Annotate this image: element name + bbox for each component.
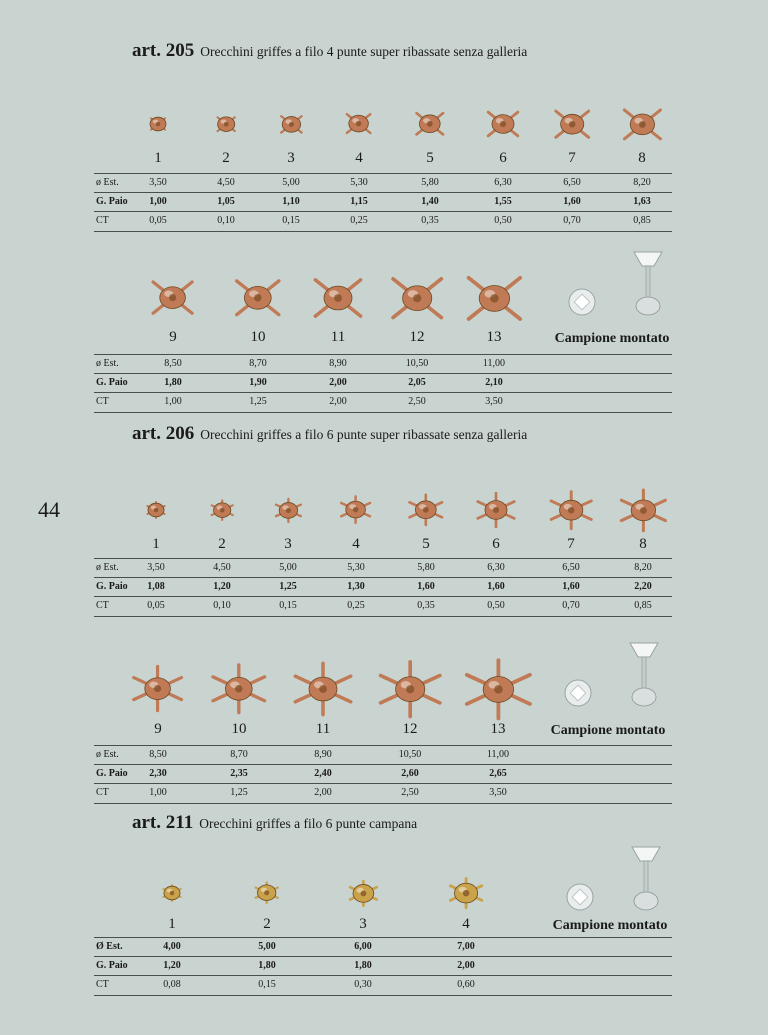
item-number: 6 [499, 150, 507, 166]
article-code: art. 211 [132, 812, 194, 833]
table-cell: 2,00 [329, 396, 347, 407]
earring-setting-icon [143, 497, 169, 523]
table-cell: 1,40 [421, 196, 439, 207]
table-cell: 1,80 [164, 377, 182, 388]
table-cell: 0,15 [258, 979, 276, 990]
table-cell: 1,25 [279, 581, 297, 592]
earring-setting-icon [303, 263, 373, 333]
diamond-sample-icon [563, 678, 593, 708]
table-cell: 2,35 [230, 768, 248, 779]
row-label: G. Paio [96, 377, 128, 388]
table-cell: 0,85 [633, 215, 651, 226]
table-cell: 6,30 [494, 177, 512, 188]
item-number: 5 [422, 536, 430, 552]
table-cell: 2,00 [457, 960, 475, 971]
table-cell: 1,00 [149, 196, 167, 207]
row-label: ø Est. [96, 177, 119, 188]
table-row [94, 354, 672, 374]
table-cell: 1,25 [249, 396, 267, 407]
earring-setting-icon [271, 493, 306, 528]
article-code: art. 205 [132, 40, 195, 61]
table-cell: 1,60 [417, 581, 435, 592]
table-cell: 1,80 [258, 960, 276, 971]
table-row [94, 975, 672, 996]
page-number: 44 [38, 497, 60, 522]
item-number: 4 [355, 150, 363, 166]
table-cell: 1,00 [164, 396, 182, 407]
table-cell: 8,50 [164, 358, 182, 369]
earring-setting-icon [345, 875, 382, 912]
section-heading-211 [132, 812, 417, 834]
earring-setting-icon [614, 96, 671, 153]
item-number: 12 [409, 329, 425, 345]
table-cell: 2,00 [329, 377, 347, 388]
item-number: 2 [218, 536, 226, 552]
table-cell: 10,50 [405, 358, 429, 369]
earring-setting-icon [455, 259, 534, 338]
row-label: CT [96, 979, 109, 990]
item-number: 10 [250, 329, 266, 345]
table-row [94, 764, 672, 784]
item-number: 1 [152, 536, 160, 552]
item-number: 3 [284, 536, 292, 552]
earring-setting-icon [339, 104, 378, 143]
table-cell: 0,05 [147, 600, 165, 611]
table-cell: 0,70 [562, 600, 580, 611]
earring-setting-icon [145, 111, 171, 137]
article-description: Orecchini griffes a filo 6 punte super ribassate senza galleria [200, 427, 528, 442]
table-row [94, 956, 672, 976]
table-cell: 3,50 [147, 562, 165, 573]
row-label: CT [96, 600, 109, 611]
item-number: 10 [231, 721, 247, 737]
table-cell: 1,15 [350, 196, 368, 207]
row-label: G. Paio [96, 581, 128, 592]
table-cell: 1,60 [563, 196, 581, 207]
table-cell: 0,60 [457, 979, 475, 990]
table-cell: 5,30 [350, 177, 368, 188]
earring-setting-icon [211, 109, 241, 139]
item-number: 3 [287, 150, 295, 166]
table-cell: 0,10 [217, 215, 235, 226]
table-cell: 4,00 [163, 941, 181, 952]
earring-setting-icon [274, 107, 309, 142]
earring-setting-icon [336, 490, 375, 529]
table-cell: 0,05 [149, 215, 167, 226]
earring-setting-icon [380, 261, 454, 335]
table-cell: 5,30 [347, 562, 365, 573]
table-cell: 8,90 [329, 358, 347, 369]
earring-setting-icon [404, 488, 448, 532]
earring-side-view-icon [624, 639, 664, 711]
table-cell: 2,30 [149, 768, 167, 779]
table-cell: 8,20 [634, 562, 652, 573]
table-cell: 7,00 [457, 941, 475, 952]
table-cell: 8,90 [314, 749, 332, 760]
item-number: 8 [639, 536, 647, 552]
table-cell: 1,20 [213, 581, 231, 592]
item-number: 2 [263, 916, 271, 932]
table-cell: 2,50 [401, 787, 419, 798]
item-number: 1 [168, 916, 176, 932]
earring-setting-icon [615, 482, 672, 539]
row-label: G. Paio [96, 960, 128, 971]
table-cell: 1,60 [487, 581, 505, 592]
table-cell: 0,70 [563, 215, 581, 226]
earring-setting-icon [445, 872, 487, 914]
table-cell: 5,80 [421, 177, 439, 188]
earring-setting-icon [459, 650, 538, 729]
table-cell: 8,70 [230, 749, 248, 760]
table-cell: 5,80 [417, 562, 435, 573]
table-cell: 2,65 [489, 768, 507, 779]
earring-setting-icon [251, 877, 282, 908]
table-row [94, 937, 672, 957]
row-label: CT [96, 787, 109, 798]
table-row [94, 373, 672, 393]
earring-side-view-icon [626, 843, 666, 915]
row-label: G. Paio [96, 768, 128, 779]
table-cell: 4,50 [217, 177, 235, 188]
earring-setting-icon [206, 656, 272, 722]
row-label: ø Est. [96, 749, 119, 760]
item-number: 11 [315, 721, 331, 737]
table-cell: 0,08 [163, 979, 181, 990]
diamond-sample-icon [567, 287, 597, 317]
table-cell: 2,60 [401, 768, 419, 779]
table-row [94, 783, 672, 804]
item-number: 7 [567, 536, 575, 552]
table-cell: 2,05 [408, 377, 426, 388]
section-heading-205 [132, 40, 527, 62]
table-cell: 11,00 [482, 358, 506, 369]
table-cell: 1,60 [562, 581, 580, 592]
table-cell: 2,40 [314, 768, 332, 779]
table-row [94, 596, 672, 617]
table-cell: 0,85 [634, 600, 652, 611]
table-cell: 0,10 [213, 600, 231, 611]
table-cell: 10,50 [398, 749, 422, 760]
table-cell: 11,00 [486, 749, 510, 760]
table-cell: 6,30 [487, 562, 505, 573]
earring-setting-icon [545, 484, 597, 536]
item-number: 13 [490, 721, 506, 737]
table-cell: 2,20 [634, 581, 652, 592]
earring-setting-icon [546, 98, 598, 150]
table-row [94, 211, 672, 232]
table-cell: 8,20 [633, 177, 651, 188]
table-cell: 1,63 [633, 196, 651, 207]
item-number: 2 [222, 150, 230, 166]
article-code: art. 206 [132, 423, 195, 444]
table-cell: 1,30 [347, 581, 365, 592]
table-row [94, 745, 672, 765]
table-cell: 0,35 [421, 215, 439, 226]
earring-setting-icon [408, 102, 452, 146]
table-cell: 2,10 [485, 377, 503, 388]
table-cell: 0,50 [494, 215, 512, 226]
table-row [94, 558, 672, 578]
table-cell: 0,35 [417, 600, 435, 611]
table-cell: 8,70 [249, 358, 267, 369]
article-description: Orecchini griffes a filo 6 punte campana [199, 816, 418, 831]
table-cell: 0,50 [487, 600, 505, 611]
table-cell: 3,50 [149, 177, 167, 188]
item-number: 11 [330, 329, 346, 345]
table-row [94, 392, 672, 413]
table-cell: 6,50 [563, 177, 581, 188]
earring-setting-icon [142, 267, 203, 328]
table-cell: 1,25 [230, 787, 248, 798]
table-cell: 0,15 [282, 215, 300, 226]
row-label: Ø Est. [96, 941, 123, 952]
table-cell: 0,30 [354, 979, 372, 990]
table-cell: 1,80 [354, 960, 372, 971]
table-cell: 1,08 [147, 581, 165, 592]
row-label: CT [96, 396, 109, 407]
table-cell: 3,50 [489, 787, 507, 798]
table-cell: 2,00 [314, 787, 332, 798]
item-number: 5 [426, 150, 434, 166]
table-cell: 1,10 [282, 196, 300, 207]
table-cell: 5,00 [279, 562, 297, 573]
item-number: 9 [154, 721, 162, 737]
table-cell: 0,25 [347, 600, 365, 611]
earring-setting-icon [288, 654, 358, 724]
table-cell: 6,00 [354, 941, 372, 952]
diamond-sample-icon [565, 882, 595, 912]
table-cell: 0,25 [350, 215, 368, 226]
item-number: 1 [154, 150, 162, 166]
row-label: CT [96, 215, 109, 226]
campione-montato-label: Campione montato [550, 723, 666, 738]
item-number: 13 [486, 329, 502, 345]
table-cell: 2,50 [408, 396, 426, 407]
table-cell: 1,00 [149, 787, 167, 798]
section-heading-206 [132, 423, 527, 445]
table-row [94, 173, 672, 193]
table-cell: 8,50 [149, 749, 167, 760]
earring-setting-icon [159, 880, 185, 906]
table-cell: 5,00 [282, 177, 300, 188]
item-number: 8 [638, 150, 646, 166]
row-label: G. Paio [96, 196, 128, 207]
item-number: 7 [568, 150, 576, 166]
earring-setting-icon [472, 486, 520, 534]
earring-setting-icon [127, 658, 188, 719]
item-number: 9 [169, 329, 177, 345]
table-cell: 5,00 [258, 941, 276, 952]
item-number: 12 [402, 721, 418, 737]
table-cell: 0,15 [279, 600, 297, 611]
item-number: 4 [352, 536, 360, 552]
earring-setting-icon [479, 100, 527, 148]
item-number: 4 [462, 916, 470, 932]
table-row [94, 577, 672, 597]
item-number: 3 [359, 916, 367, 932]
table-cell: 6,50 [562, 562, 580, 573]
table-row [94, 192, 672, 212]
earring-setting-icon [225, 265, 291, 331]
earring-side-view-icon [628, 248, 668, 320]
row-label: ø Est. [96, 562, 119, 573]
item-number: 6 [492, 536, 500, 552]
table-cell: 1,20 [163, 960, 181, 971]
article-description: Orecchini griffes a filo 4 punte super ribassate senza galleria [200, 44, 528, 59]
table-cell: 3,50 [485, 396, 503, 407]
earring-setting-icon [373, 652, 447, 726]
table-cell: 1,55 [494, 196, 512, 207]
row-label: ø Est. [96, 358, 119, 369]
campione-montato-label: Campione montato [554, 331, 670, 346]
table-cell: 1,90 [249, 377, 267, 388]
table-cell: 4,50 [213, 562, 231, 573]
earring-setting-icon [207, 495, 237, 525]
campione-montato-label: Campione montato [552, 918, 668, 933]
table-cell: 1,05 [217, 196, 235, 207]
